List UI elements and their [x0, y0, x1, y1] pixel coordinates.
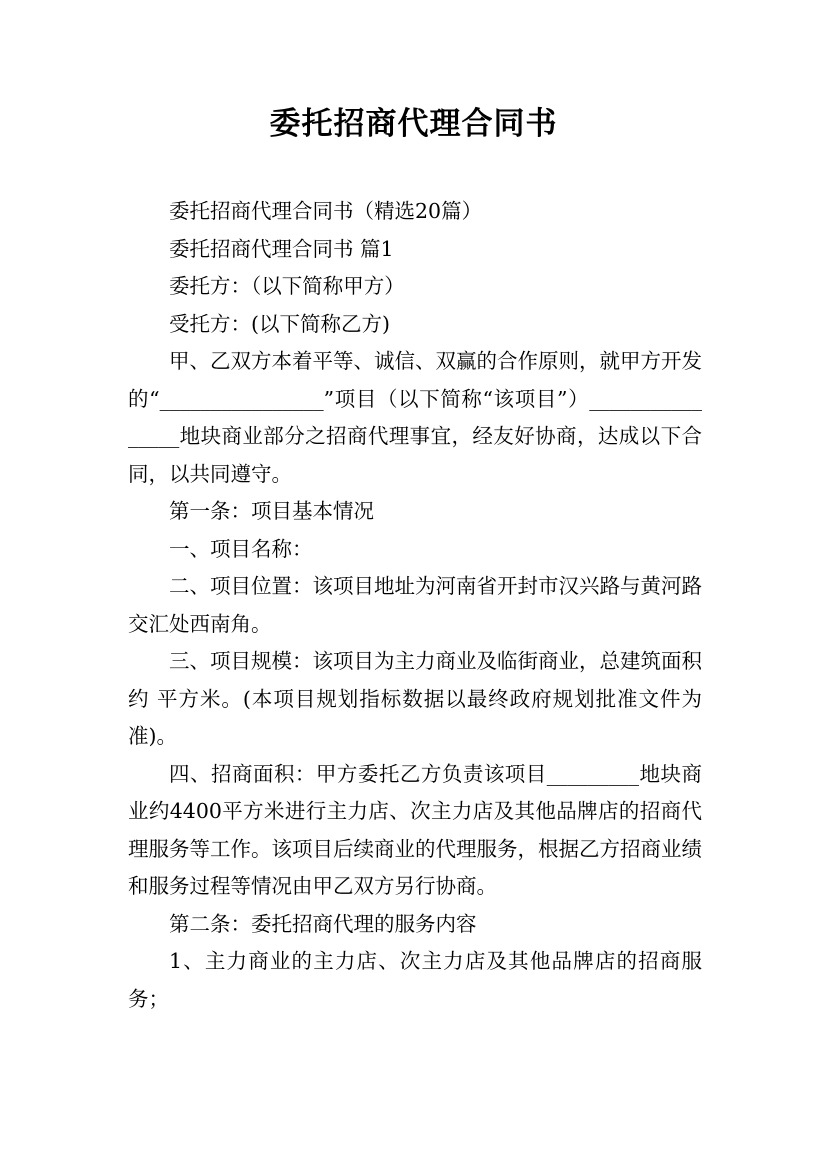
- paragraph-preamble: 甲、乙双方本着平等、诚信、双赢的合作原则，就甲方开发的“________________”项目（以下简称“该项目”）________________地块商业部分之招商代理事宜，经友好协商，达成以下合同，以共同遵守。: [128, 349, 702, 486]
- paragraph-project-scale: 三、项目规模：该项目为主力商业及临街商业，总建筑面积约 平方米。(本项目规划指标数据以最终政府规划批准文件为准)。: [128, 649, 702, 748]
- paragraph-client: 委托方：（以下简称甲方）: [169, 274, 405, 298]
- paragraph-service-item-1: 1、主力商业的主力店、次主力店及其他品牌店的招商服务；: [128, 949, 702, 1011]
- paragraph-agent: 受托方：(以下简称乙方): [169, 311, 390, 336]
- document-title: 委托招商代理合同书: [269, 106, 558, 142]
- paragraph-project-name: 一、项目名称：: [169, 536, 313, 561]
- paragraph-leasing-area: 四、招商面积：甲方委托乙方负责该项目_________地块商业约4400平方米进行主力店、次主力店及其他品牌店的招商代理服务等工作。该项目后续商业的代理服务，根据乙方招商业绩和服务过程等情况由甲乙双方另行协商。: [128, 761, 702, 898]
- document-body: [128, 193, 702, 1018]
- paragraph-project-location: 二、项目位置：该项目地址为河南省开封市汉兴路与黄河路交汇处西南角。: [128, 574, 702, 636]
- paragraph-section-heading: 委托招商代理合同书 篇1: [169, 236, 394, 261]
- paragraph-article-2-heading: 第二条：委托招商代理的服务内容: [169, 911, 477, 936]
- paragraph-article-1-heading: 第一条：项目基本情况: [169, 499, 374, 523]
- paragraph-subtitle: 委托招商代理合同书（精选20篇）: [169, 199, 483, 223]
